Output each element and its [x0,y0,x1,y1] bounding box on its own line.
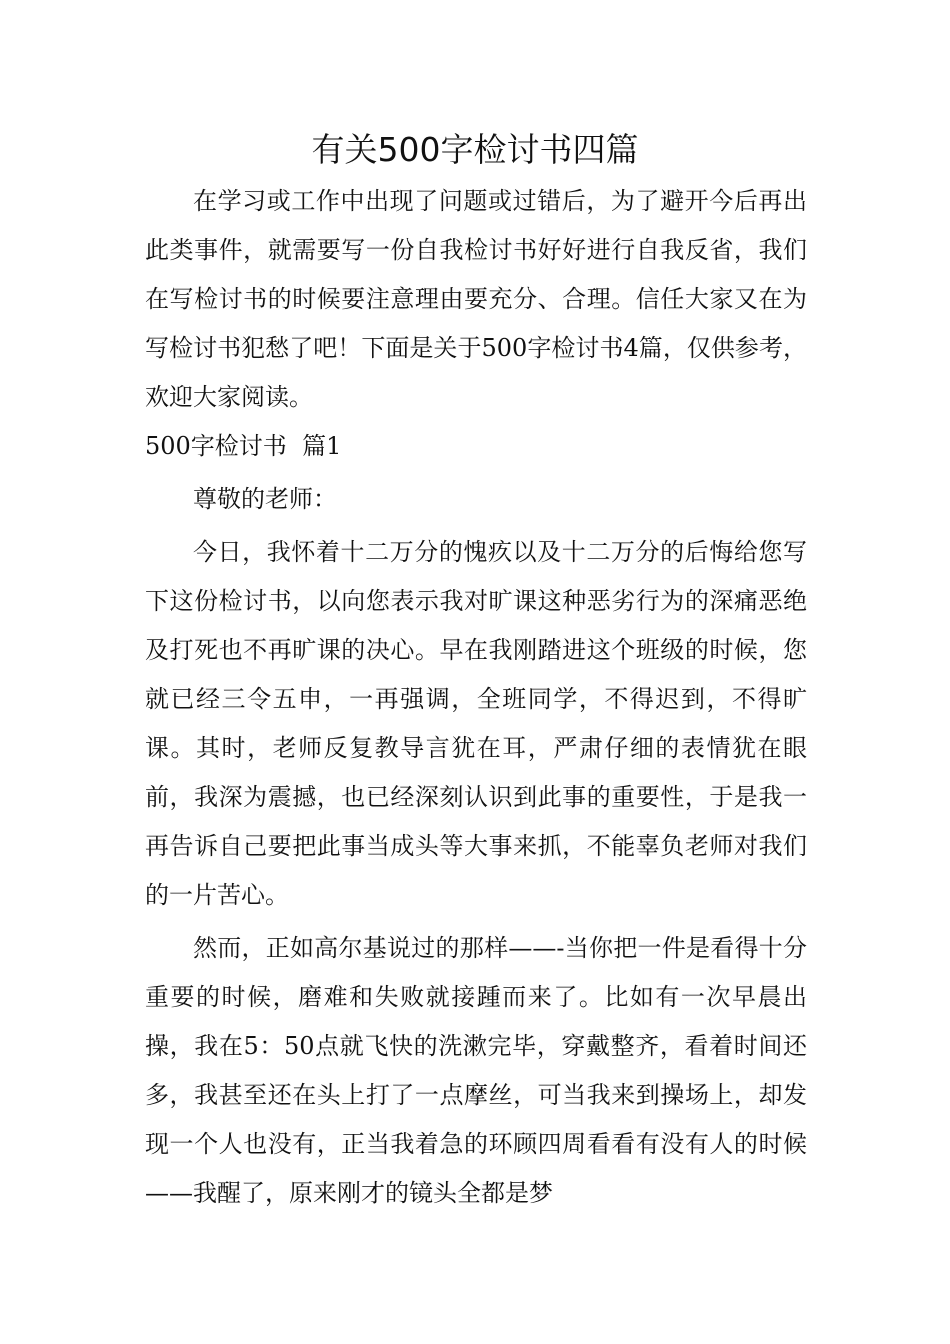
body-paragraph-2: 然而，正如高尔基说过的那样——-当你把一件是看得十分重要的时候，磨难和失败就接踵而来了。比如有一次早晨出操，我在5：50点就飞快的洗漱完毕，穿戴整齐，看着时间还多，我甚至还在头上打了一点摩丝，可当我来到操场上，却发现一个人也没有，正当我着急的环顾四周看看有没有人的时候——我醒了，原来刚才的镜头全都是梦 [145,934,807,1207]
body-paragraph-1: 今日，我怀着十二万分的愧疚以及十二万分的后悔给您写下这份检讨书，以向您表示我对旷课这种恶劣行为的深痛恶绝及打死也不再旷课的决心。早在我刚踏进这个班级的时候，您就已经三令五申，一再强调，全班同学，不得迟到，不得旷课。其时，老师反复教导言犹在耳，严肃仔细的表情犹在眼前，我深为震撼，也已经深刻认识到此事的重要性，于是我一再告诉自己要把此事当成头等大事来抓，不能辜负老师对我们的一片苦心。 [145,538,807,909]
section-heading: 500字检讨书 篇1 [145,432,342,460]
salutation: 尊敬的老师： [193,485,337,513]
intro-paragraph: 在学习或工作中出现了问题或过错后，为了避开今后再出此类事件，就需要写一份自我检讨书好好进行自我反省，我们在写检讨书的时候要注意理由要充分、合理。信任大家又在为写检讨书犯愁了吧！下面是关于500字检讨书4篇，仅供参考，欢迎大家阅读。 [145,187,807,411]
document-title: 有关500字检讨书四篇 [311,130,639,169]
document-body [145,177,807,1218]
